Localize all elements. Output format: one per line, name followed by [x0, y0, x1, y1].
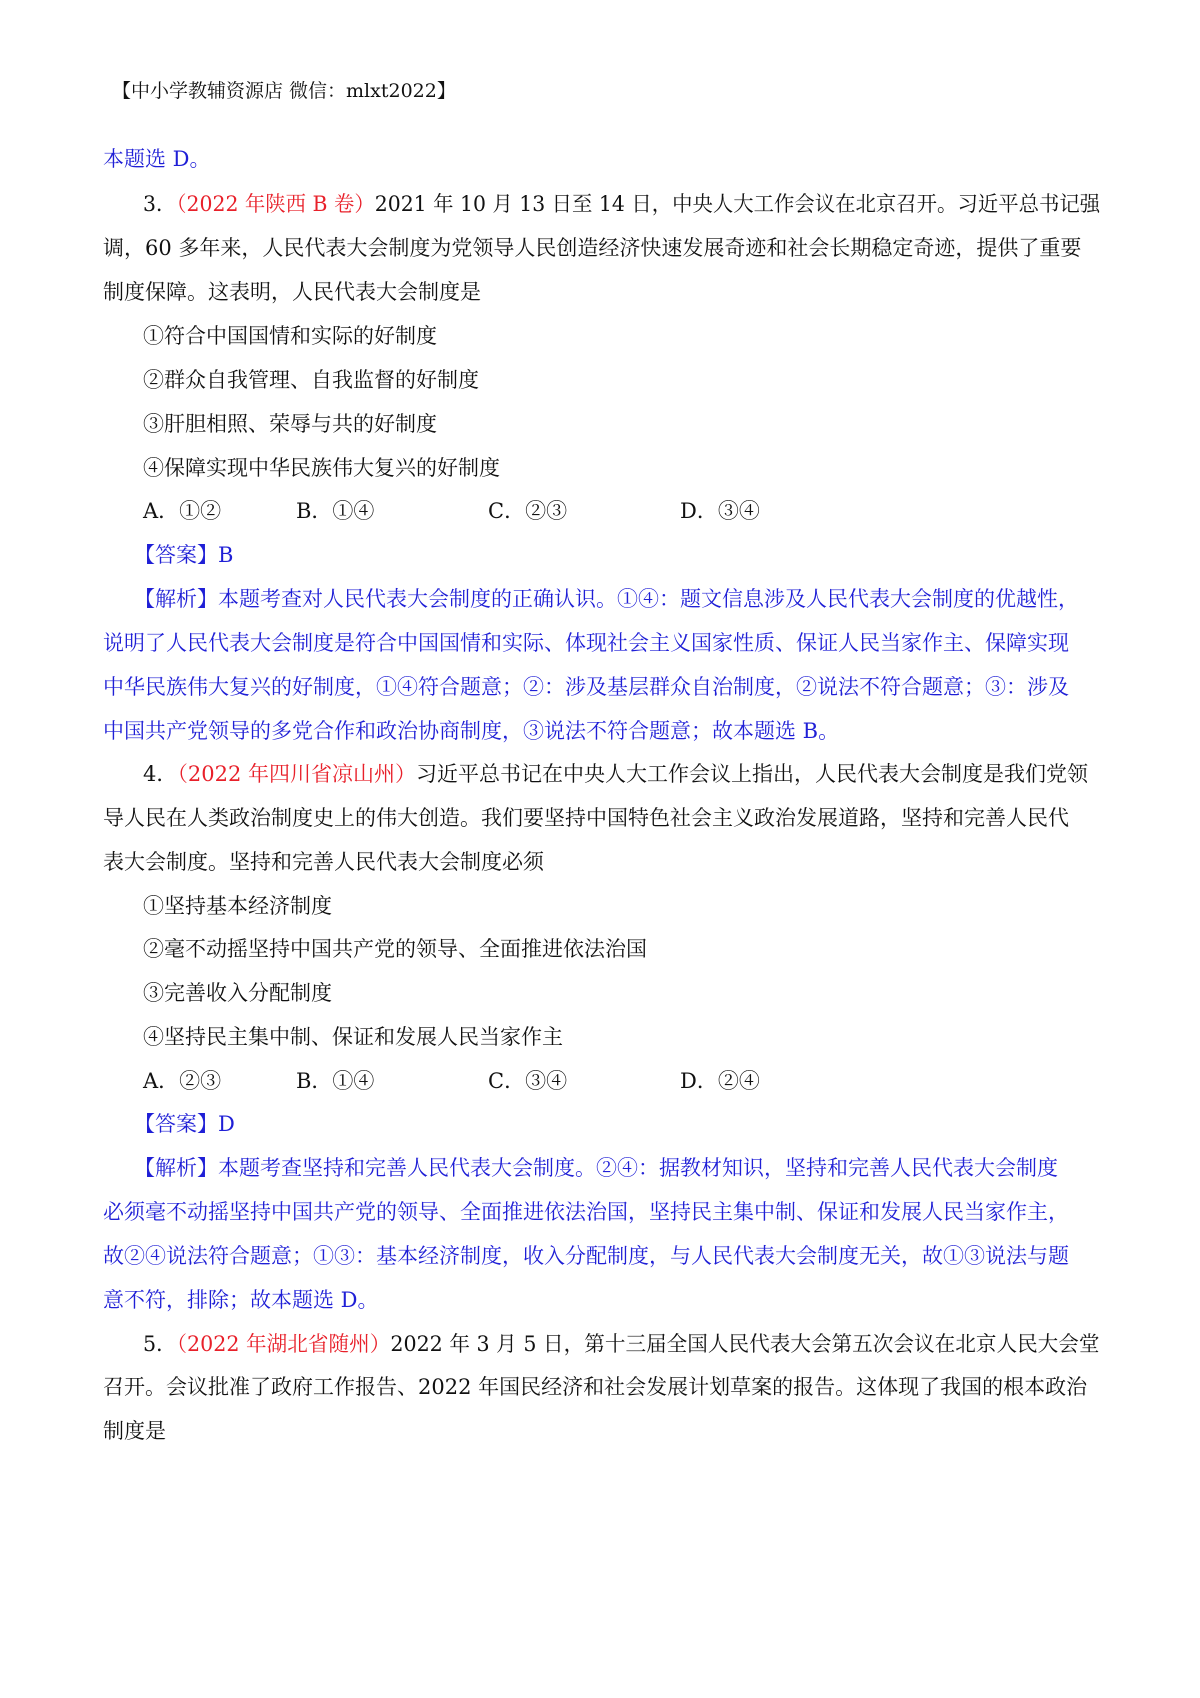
option-c: C．③④ [488, 1069, 568, 1093]
option-b: B．①④ [296, 1069, 375, 1093]
option-d: D．②④ [680, 1069, 760, 1093]
question-stem: 制度保障。这表明，人民代表大会制度是 [103, 280, 481, 304]
statement-item: ④坚持民主集中制、保证和发展人民当家作主 [143, 1025, 563, 1049]
analysis-line: 中华民族伟大复兴的好制度，①④符合题意；②：涉及基层群众自治制度，②说法不符合题意；③：涉及 [103, 675, 1069, 699]
question-stem: 表大会制度。坚持和完善人民代表大会制度必须 [103, 850, 544, 874]
answer: 【答案】D [134, 1112, 235, 1136]
question-number: 3． [143, 192, 177, 216]
option-d: D．③④ [680, 499, 760, 523]
previous-answer-tail: 本题选 D。 [103, 147, 211, 171]
statement-item: ④保障实现中华民族伟大复兴的好制度 [143, 456, 500, 480]
analysis-line: 必须毫不动摇坚持中国共产党的领导、全面推进依法治国，坚持民主集中制、保证和发展人民当家作主， [103, 1200, 1069, 1224]
option-a: A．①② [143, 499, 222, 523]
question-stem: 习近平总书记在中央人大工作会议上指出，人民代表大会制度是我们党领 [416, 762, 1088, 786]
statement-item: ①坚持基本经济制度 [143, 894, 332, 918]
analysis-line: 中国共产党领导的多党合作和政治协商制度，③说法不符合题意；故本题选 B。 [103, 719, 840, 743]
question-stem: 2021 年 10 月 13 日至 14 日，中央人大工作会议在北京召开。习近平总书记强 [374, 192, 1101, 216]
question-source: （2022 年湖北省随州） [176, 1332, 391, 1356]
question-stem: 2022 年 3 月 5 日，第十三届全国人民代表大会第五次会议在北京人民大会堂 [390, 1332, 1100, 1356]
question-source: （2022 年陕西 B 卷） [176, 192, 375, 216]
option-c: C．②③ [488, 499, 568, 523]
question-stem: 制度是 [103, 1419, 166, 1443]
analysis-line: 【解析】本题考查坚持和完善人民代表大会制度。②④：据教材知识，坚持和完善人民代表大会制度 [134, 1156, 1058, 1180]
question-source: （2022 年四川省凉山州） [177, 762, 416, 786]
statement-item: ③完善收入分配制度 [143, 981, 332, 1005]
question-stem: 召开。会议批准了政府工作报告、2022 年国民经济和社会发展计划草案的报告。这体现了我国的根本政治 [103, 1375, 1088, 1399]
page-header: 【中小学教辅资源店 微信：mlxt2022】 [112, 80, 456, 102]
option-a: A．②③ [143, 1069, 222, 1093]
option-b: B．①④ [296, 499, 375, 523]
question-3-first-line [143, 189, 1100, 219]
question-number: 4． [143, 762, 178, 786]
statement-item: ②毫不动摇坚持中国共产党的领导、全面推进依法治国 [143, 937, 647, 961]
question-stem: 调，60 多年来，人民代表大会制度为党领导人民创造经济快速发展奇迹和社会长期稳定奇迹，提供了重要 [103, 236, 1082, 260]
analysis-line: 【解析】本题考查对人民代表大会制度的正确认识。①④：题文信息涉及人民代表大会制度的优越性， [134, 587, 1079, 611]
question-5-first-line [143, 1329, 1100, 1359]
question-stem: 导人民在人类政治制度史上的伟大创造。我们要坚持中国特色社会主义政治发展道路，坚持和完善人民代 [103, 806, 1069, 830]
question-number: 5． [143, 1332, 177, 1356]
statement-item: ①符合中国国情和实际的好制度 [143, 324, 437, 348]
question-4-first-line [143, 759, 1088, 789]
answer: 【答案】B [134, 543, 234, 567]
analysis-line: 意不符，排除；故本题选 D。 [103, 1288, 379, 1312]
statement-item: ②群众自我管理、自我监督的好制度 [143, 368, 479, 392]
analysis-line: 故②④说法符合题意；①③：基本经济制度，收入分配制度，与人民代表大会制度无关，故①③说法与题 [103, 1244, 1069, 1268]
analysis-line: 说明了人民代表大会制度是符合中国国情和实际、体现社会主义国家性质、保证人民当家作主、保障实现 [103, 631, 1069, 655]
statement-item: ③肝胆相照、荣辱与共的好制度 [143, 412, 437, 436]
